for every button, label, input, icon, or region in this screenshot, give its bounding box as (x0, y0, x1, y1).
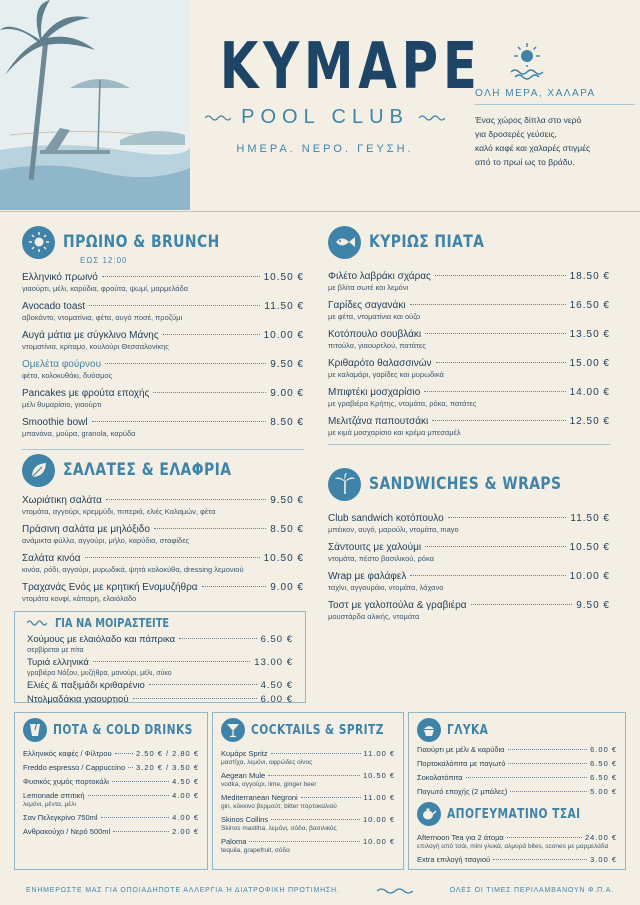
item-description: μπέικον, αυγό, μαρούλι, ντομάτα, mayo (328, 525, 459, 534)
section-share (14, 611, 306, 703)
menu-item (23, 749, 199, 759)
item-name: Τοστ με γαλοπούλα & γραβιέρα (328, 600, 467, 611)
item-description: φέτα, κολοκυθάκι, δυόσμος (22, 371, 113, 380)
menu-item (27, 657, 293, 678)
item-name: Σοκολατόπιτα (417, 773, 463, 782)
item-name: Lemonade σπιτική (23, 791, 85, 800)
item-description: με καλαμάρι, γαρίδες και μυρωδικά (328, 370, 444, 379)
item-price: 9.50 € (270, 359, 304, 370)
section-mains (328, 224, 610, 445)
section-title: ΠΟΤΑ & COLD DRINKS (53, 722, 193, 738)
dot-leader (507, 837, 582, 838)
dot-leader (249, 841, 360, 842)
item-description: αβοκάντο, ντοματίνια, φέτα, αυγό ποσέ, προζύμι (22, 313, 183, 322)
section-cocktails (212, 712, 404, 870)
menu-item (328, 415, 610, 438)
item-name: Ελληνικό πρωινό (22, 272, 98, 283)
brand-block (190, 30, 482, 155)
menu-item (417, 759, 617, 769)
item-price: 9.50 € (576, 600, 610, 611)
teapot-icon (417, 802, 441, 826)
item-price: 16.50 € (569, 300, 610, 311)
menu-item (328, 299, 610, 322)
menu-item (27, 680, 293, 692)
intro-title: ΟΛΗ ΜΕΡΑ, ΧΑΛΑΡΑ (475, 88, 635, 105)
item-price: 10.00 € (569, 571, 610, 582)
menu-item (417, 855, 617, 865)
menu-item (23, 791, 199, 809)
vat-note: ΟΛΕΣ ΟΙ ΤΙΜΕΣ ΠΕΡΙΛΑΜΒΑΝΟΥΝ Φ.Π.Α. (449, 887, 614, 894)
menu-item (27, 634, 293, 655)
item-price: 10.00 € (362, 837, 395, 846)
menu-item (23, 777, 199, 787)
item-name: Φιλέτο λαβράκι σχάρας (328, 271, 431, 282)
section-note: ΕΩΣ 12:00 (80, 256, 128, 265)
item-name: Κοτόπουλο σουβλάκι (328, 329, 422, 340)
item-name: Avocado toast (22, 301, 86, 312)
dot-leader (435, 275, 566, 276)
section-title: SANDWICHES & WRAPS (369, 474, 562, 494)
section-title: ΑΠΟΓΕΥΜΑΤΙΝΟ ΤΣΑΙ (447, 806, 581, 822)
dot-leader (85, 557, 260, 558)
dot-leader (271, 819, 360, 820)
item-price: 24.00 € (584, 833, 617, 842)
dot-leader (128, 767, 133, 768)
item-name: Ομελέτα φούρνου (22, 359, 102, 370)
item-name: Extra επιλογή τσαγιού (417, 855, 491, 864)
item-name: Freddo espresso / Cappuccino (23, 763, 126, 772)
section-divider (328, 444, 610, 445)
cupcake-icon (417, 718, 441, 742)
menu-item (22, 494, 304, 517)
item-price: 8.50 € (270, 417, 304, 428)
section-title: ΓΙΑ ΝΑ ΜΟΙΡΑΣΤΕΙΤΕ (55, 616, 170, 630)
menu-item (23, 763, 199, 773)
dot-leader (510, 791, 587, 792)
item-name: Σαλάτα κινόα (22, 553, 81, 564)
sun-icon (22, 226, 55, 259)
item-name: Τραχανάς Ενός με κρητική Ενομυζήθρα (22, 582, 198, 593)
menu-item (22, 581, 304, 604)
item-description: κινόα, ρόδι, αγγούρι, μυρωδικά, ψητά κολοκύθα, dressing λεμονιού (22, 565, 244, 574)
item-description: λεμόνι, μέντα, μέλι (23, 801, 76, 808)
item-name: Smoothie bowl (22, 417, 88, 428)
menu-item (417, 833, 617, 851)
dot-leader (93, 661, 250, 662)
item-description: ανάμικτα φύλλα, αγγούρι, μήλο, καρύδια, σταφίδες (22, 536, 190, 545)
item-description: με φέτα, ντοματίνια και ούζο (328, 312, 421, 321)
item-name: Τυριά ελληνικά (27, 657, 89, 668)
menu-item (22, 387, 304, 410)
section-salads (22, 452, 304, 610)
item-price: 5.00 € (590, 787, 617, 796)
dot-leader (271, 753, 361, 754)
menu-item (417, 773, 617, 783)
menu-item (221, 771, 395, 789)
dot-leader (301, 797, 361, 798)
dot-leader (133, 698, 257, 699)
item-name: Χωριάτικη σαλάτα (22, 495, 102, 506)
item-price: 15.00 € (569, 358, 610, 369)
brand-subtitle: POOL CLUB (241, 106, 409, 128)
item-price: 11.00 € (363, 749, 395, 758)
dot-leader (424, 391, 565, 392)
dot-leader (102, 276, 260, 277)
item-price: 10.50 € (263, 272, 304, 283)
section-sandwiches (328, 466, 610, 628)
menu-item (221, 815, 395, 833)
menu-item (22, 358, 304, 381)
item-price: 4.00 € (172, 813, 199, 822)
item-price: 4.50 € (172, 777, 199, 786)
dot-leader (436, 362, 566, 363)
menu-item (417, 745, 617, 755)
item-name: Γιαούρτι με μέλι & καρύδια (417, 745, 505, 754)
item-name: Skinos Collins (221, 815, 269, 824)
item-description: gin, κόκκινο βερμούτ, bitter πορτοκαλιού (221, 803, 337, 810)
item-name: Paloma (221, 837, 247, 846)
section-title: ΓΛΥΚΑ (447, 722, 489, 738)
menu-header (0, 0, 640, 212)
item-description: ντομάτα, πέστο βασιλικού, ρόκα (328, 554, 434, 563)
item-price: 2.50 € / 2.80 € (136, 749, 199, 758)
menu-item (417, 787, 617, 797)
item-price: 4.50 € (260, 680, 293, 691)
item-description: ντομάτα, αγγούρι, κρεμμύδι, πιπεριά, ελιές Καλαμών, φέτα (22, 507, 216, 516)
palm-icon (328, 468, 361, 501)
dot-leader (101, 817, 170, 818)
dot-leader (508, 749, 588, 750)
menu-item (22, 300, 304, 323)
wave-icon (205, 114, 231, 122)
dot-leader (508, 763, 587, 764)
item-name: Ελληνικός καφές / Φίλτρου (23, 749, 112, 758)
menu-item (23, 827, 199, 837)
menu-item (23, 813, 199, 823)
menu-item (22, 416, 304, 439)
item-price: 6.50 € (260, 634, 293, 645)
item-name: Χούμους με ελαιόλαδο και πάπρικα (27, 634, 176, 645)
menu-item (328, 512, 610, 535)
fish-icon (328, 226, 361, 259)
menu-item (328, 541, 610, 564)
allergy-note: ΕΝΗΜΕΡΩΣΤΕ ΜΑΣ ΓΙΑ ΟΠΟΙΑΔΗΠΟΤΕ ΑΛΛΕΡΓΙΑ Ή ΔΙΑΤΡΟΦΙΚΗ ΠΡΟΤΙΜΗΣΗ. (26, 887, 340, 894)
item-description: μέλι θυμαρίσιο, γιαούρτι (22, 400, 102, 409)
section-title: COCKTAILS & SPRITZ (251, 722, 384, 738)
menu-item (22, 552, 304, 575)
item-name: Ανθρακούχο / Νερό 500ml (23, 827, 111, 836)
intro-block (475, 40, 635, 169)
dot-leader (113, 831, 169, 832)
item-name: Μελιτζάνα παπουτσάκι (328, 416, 429, 427)
item-price: 9.50 € (270, 495, 304, 506)
item-description: μαστίχα, λεμόνι, αφρώδες οίνος (221, 759, 313, 766)
item-name: Γαρίδες σαγανάκι (328, 300, 406, 311)
leaf-icon (22, 454, 55, 487)
dot-leader (92, 421, 267, 422)
dot-leader (493, 859, 587, 860)
menu-item (328, 599, 610, 622)
item-description: ντομάτα κονφί, κάπαρη, ελαιόλαδο (22, 594, 137, 603)
section-title: ΚΥΡΙΩΣ ΠΙΑΤΑ (369, 232, 485, 252)
section-title: ΣΑΛΑΤΕΣ & ΕΛΑΦΡΙΑ (63, 460, 232, 480)
item-description: ντοματίνια, κρίταμο, κουλούρι Θεσσαλονίκης (22, 342, 169, 351)
item-name: Κυμάρε Spritz (221, 749, 268, 758)
section-breakfast (22, 224, 304, 450)
item-price: 14.00 € (569, 387, 610, 398)
dot-leader (425, 546, 566, 547)
menu-item (328, 570, 610, 593)
section-drinks (14, 712, 208, 870)
dot-leader (471, 604, 573, 605)
item-name: Afternoon Tea για 2 άτομα (417, 833, 504, 842)
dot-leader (410, 304, 566, 305)
dot-leader (88, 795, 170, 796)
item-price: 11.50 € (570, 513, 610, 524)
dot-leader (154, 528, 266, 529)
item-name: Πράσινη σαλάτα με μηλόξιδο (22, 524, 150, 535)
item-name: Φυσικός χυμός πορτοκάλι (23, 777, 109, 786)
dot-leader (466, 777, 588, 778)
dot-leader (179, 638, 256, 639)
dot-leader (115, 753, 133, 754)
item-name: Σάντουιτς με χαλούμι (328, 542, 422, 553)
item-name: Wrap με φαλάφελ (328, 571, 407, 582)
item-price: 10.00 € (362, 815, 395, 824)
item-price: 3.00 € (590, 855, 617, 864)
dot-leader (153, 392, 266, 393)
item-price: 3.20 € / 3.50 € (136, 763, 199, 772)
item-description: σερβίρεται με πίτα (27, 647, 84, 654)
dot-leader (448, 517, 567, 518)
item-name: Κριθαρότο θαλασσινών (328, 358, 432, 369)
dot-leader (149, 684, 257, 685)
item-price: 11.50 € (264, 301, 304, 312)
item-description: ταχίνι, αγγουράκι, ντομάτα, λάχανο (328, 583, 444, 592)
item-name: Pancakes με φρούτα εποχής (22, 388, 150, 399)
item-description: πιτούλα, γιαουρτλού, πατάτες (328, 341, 426, 350)
item-name: Σαν Πελεγκρίνο 750ml (23, 813, 98, 822)
menu-footer (0, 876, 640, 905)
section-sweets-tea (408, 712, 626, 870)
drink-glass-icon (23, 718, 47, 742)
item-price: 2.00 € (172, 827, 199, 836)
brand-tagline: ΗΜΕΡΑ. ΝΕΡΟ. ΓΕΥΣΗ. (236, 143, 414, 155)
dot-leader (89, 305, 260, 306)
item-price: 18.50 € (569, 271, 610, 282)
item-price: 10.00 € (263, 330, 304, 341)
dot-leader (202, 586, 267, 587)
item-description: επιλογή από τσάι, mini γλυκά, αλμυρά bites, scones με μαρμελάδα (417, 843, 609, 850)
item-description: γραβιέρα Νάξου, μυζήθρα, μανούρι, μέλι, σύκο (27, 670, 172, 677)
dot-leader (425, 333, 566, 334)
menu-item (221, 793, 395, 811)
item-description: Skinos mastiha, λεμόνι, σόδα, βασιλικός (221, 825, 337, 832)
item-description: με βλίτα σωτέ και λεμόνι (328, 283, 409, 292)
item-name: Παγωτό εποχής (2 μπάλες) (417, 787, 508, 796)
item-name: Πορτοκαλόπιτα με παγωτό (417, 759, 506, 768)
item-description: vodka, αγγούρι, lime, ginger beer (221, 781, 317, 788)
wave-icon (27, 619, 47, 627)
item-price: 6.00 € (260, 694, 293, 705)
item-description: γιαούρτι, μέλι, καρύδια, φρούτα, ψωμί, μαρμελάδα (22, 284, 189, 293)
beach-illustration (0, 0, 190, 210)
item-description: με γραβιέρα Κρήτης, ντομάτα, ρόκα, πατάτες (328, 399, 477, 408)
item-price: 10.50 € (263, 553, 304, 564)
item-description: tequila, grapefruit, σόδα (221, 847, 290, 854)
menu-item (328, 386, 610, 409)
menu-item (22, 329, 304, 352)
item-description: με κιμά μοσχαρίσιο και κρέμα μπεσαμέλ (328, 428, 461, 437)
dot-leader (432, 420, 565, 421)
menu-item (27, 694, 293, 706)
menu-item (328, 270, 610, 293)
item-name: Ελιές & παξιμάδι κριθαρένιο (27, 680, 145, 691)
item-price: 10.50 € (569, 542, 610, 553)
dot-leader (105, 363, 266, 364)
item-price: 13.00 € (254, 657, 293, 668)
item-name: Ντολμαδάκια γιαουρτιού (27, 694, 129, 705)
item-price: 6.50 € (590, 773, 617, 782)
wave-icon (377, 887, 413, 895)
item-price: 9.00 € (270, 388, 304, 399)
sun-over-waves-icon (505, 40, 549, 80)
item-description: μουστάρδα αλικής, ντομάτα (328, 612, 420, 621)
item-price: 6.50 € (590, 759, 617, 768)
item-price: 8.50 € (270, 524, 304, 535)
menu-item (22, 271, 304, 294)
dot-leader (410, 575, 565, 576)
item-name: Aegean Mule (221, 771, 266, 780)
dot-leader (268, 775, 360, 776)
brand-title: KYMAPE (219, 30, 482, 104)
item-price: 6.00 € (590, 745, 617, 754)
item-name: Αυγά μάτια με σύγκλινο Μάνης (22, 330, 159, 341)
menu-item (328, 357, 610, 380)
item-price: 13.50 € (569, 329, 610, 340)
section-divider (22, 449, 304, 450)
item-description: μπανάνα, μούρα, granola, καρύδα (22, 429, 136, 438)
item-name: Μπιφτέκι μοσχαρίσιο (328, 387, 421, 398)
item-price: 9.00 € (270, 582, 304, 593)
section-title: ΠΡΩΙΝΟ & BRUNCH (63, 232, 220, 252)
dot-leader (112, 781, 169, 782)
item-price: 10.50 € (362, 771, 395, 780)
menu-item (328, 328, 610, 351)
item-price: 4.00 € (172, 791, 199, 800)
wave-icon (419, 114, 445, 122)
intro-text: Ένας χώρος δίπλα στο νερό για δροσερές γεύσεις, καλό καφέ και χαλαρές στιγμές από το πρωί ως το βράδυ. (475, 115, 591, 167)
cocktail-icon (221, 718, 245, 742)
item-name: Club sandwich κοτόπουλο (328, 513, 444, 524)
menu-item (221, 749, 395, 767)
item-name: Mediterranean Negroni (221, 793, 298, 802)
item-price: 12.50 € (569, 416, 610, 427)
item-price: 11.00 € (363, 793, 395, 802)
dot-leader (163, 334, 260, 335)
dot-leader (106, 499, 266, 500)
menu-item (221, 837, 395, 855)
menu-item (22, 523, 304, 546)
